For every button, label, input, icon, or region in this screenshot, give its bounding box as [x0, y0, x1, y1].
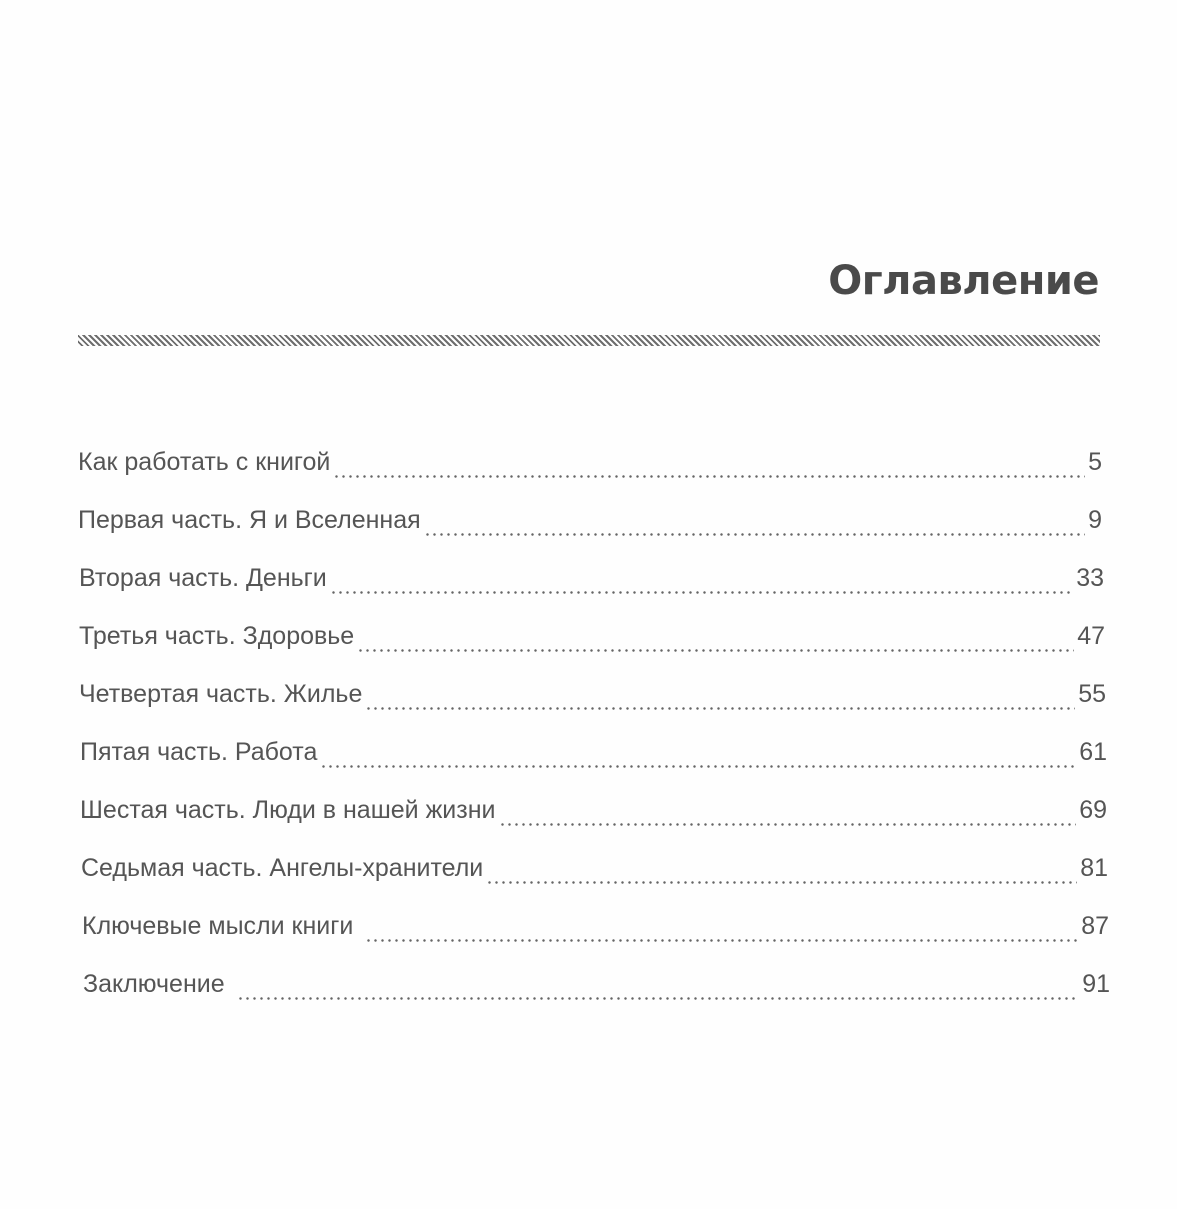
toc-entry-page-number: 81 [1080, 854, 1108, 882]
toc-entry[interactable] [80, 738, 1107, 778]
toc-entry-page-number: 61 [1079, 738, 1107, 766]
toc-entry-title: Шестая часть. Люди в нашей жизни [80, 796, 496, 824]
dot-leader [333, 475, 1085, 478]
dot-leader [320, 765, 1076, 768]
toc-entry-title: Третья часть. Здоровье [79, 622, 355, 650]
toc-entry-page-number: 33 [1076, 564, 1104, 592]
dot-leader [486, 881, 1077, 884]
toc-entry[interactable] [78, 506, 1102, 546]
toc-entry-page-number: 69 [1079, 796, 1107, 824]
toc-entry-title: Вторая часть. Деньги [79, 564, 327, 592]
toc-entry[interactable] [82, 912, 1109, 952]
toc-entry-title: Ключевые мысли книги [82, 912, 354, 940]
toc-entry-title: Седьмая часть. Ангелы-хранители [81, 854, 484, 882]
toc-entry-page-number: 87 [1081, 912, 1109, 940]
toc-entry[interactable] [80, 796, 1107, 836]
toc-entry[interactable] [79, 622, 1105, 662]
dot-leader [365, 707, 1075, 710]
toc-entry[interactable] [83, 970, 1110, 1010]
toc-entry-page-number: 9 [1088, 506, 1102, 534]
dot-leader [237, 997, 1080, 1000]
toc-entry-page-number: 5 [1088, 448, 1102, 476]
dot-leader [330, 591, 1073, 594]
dot-leader [357, 649, 1074, 652]
dot-leader [499, 823, 1077, 826]
hatched-divider [78, 335, 1100, 346]
toc-entry[interactable] [78, 448, 1102, 488]
toc-entry[interactable] [79, 680, 1106, 720]
dot-leader [365, 939, 1078, 942]
toc-entry-title: Четвертая часть. Жилье [79, 680, 363, 708]
toc-entry-title: Как работать с книгой [78, 448, 331, 476]
toc-entry-title: Пятая часть. Работа [80, 738, 318, 766]
dot-leader [424, 533, 1085, 536]
toc-entry-title: Первая часть. Я и Вселенная [78, 506, 421, 534]
toc-entry[interactable] [81, 854, 1108, 894]
toc-entry-page-number: 91 [1082, 970, 1110, 998]
toc-entry-page-number: 55 [1078, 680, 1106, 708]
page-title: Оглавление [828, 258, 1099, 304]
toc-entry-title: Заключение [83, 970, 225, 998]
toc-entry-page-number: 47 [1077, 622, 1105, 650]
toc-entry[interactable] [79, 564, 1104, 604]
